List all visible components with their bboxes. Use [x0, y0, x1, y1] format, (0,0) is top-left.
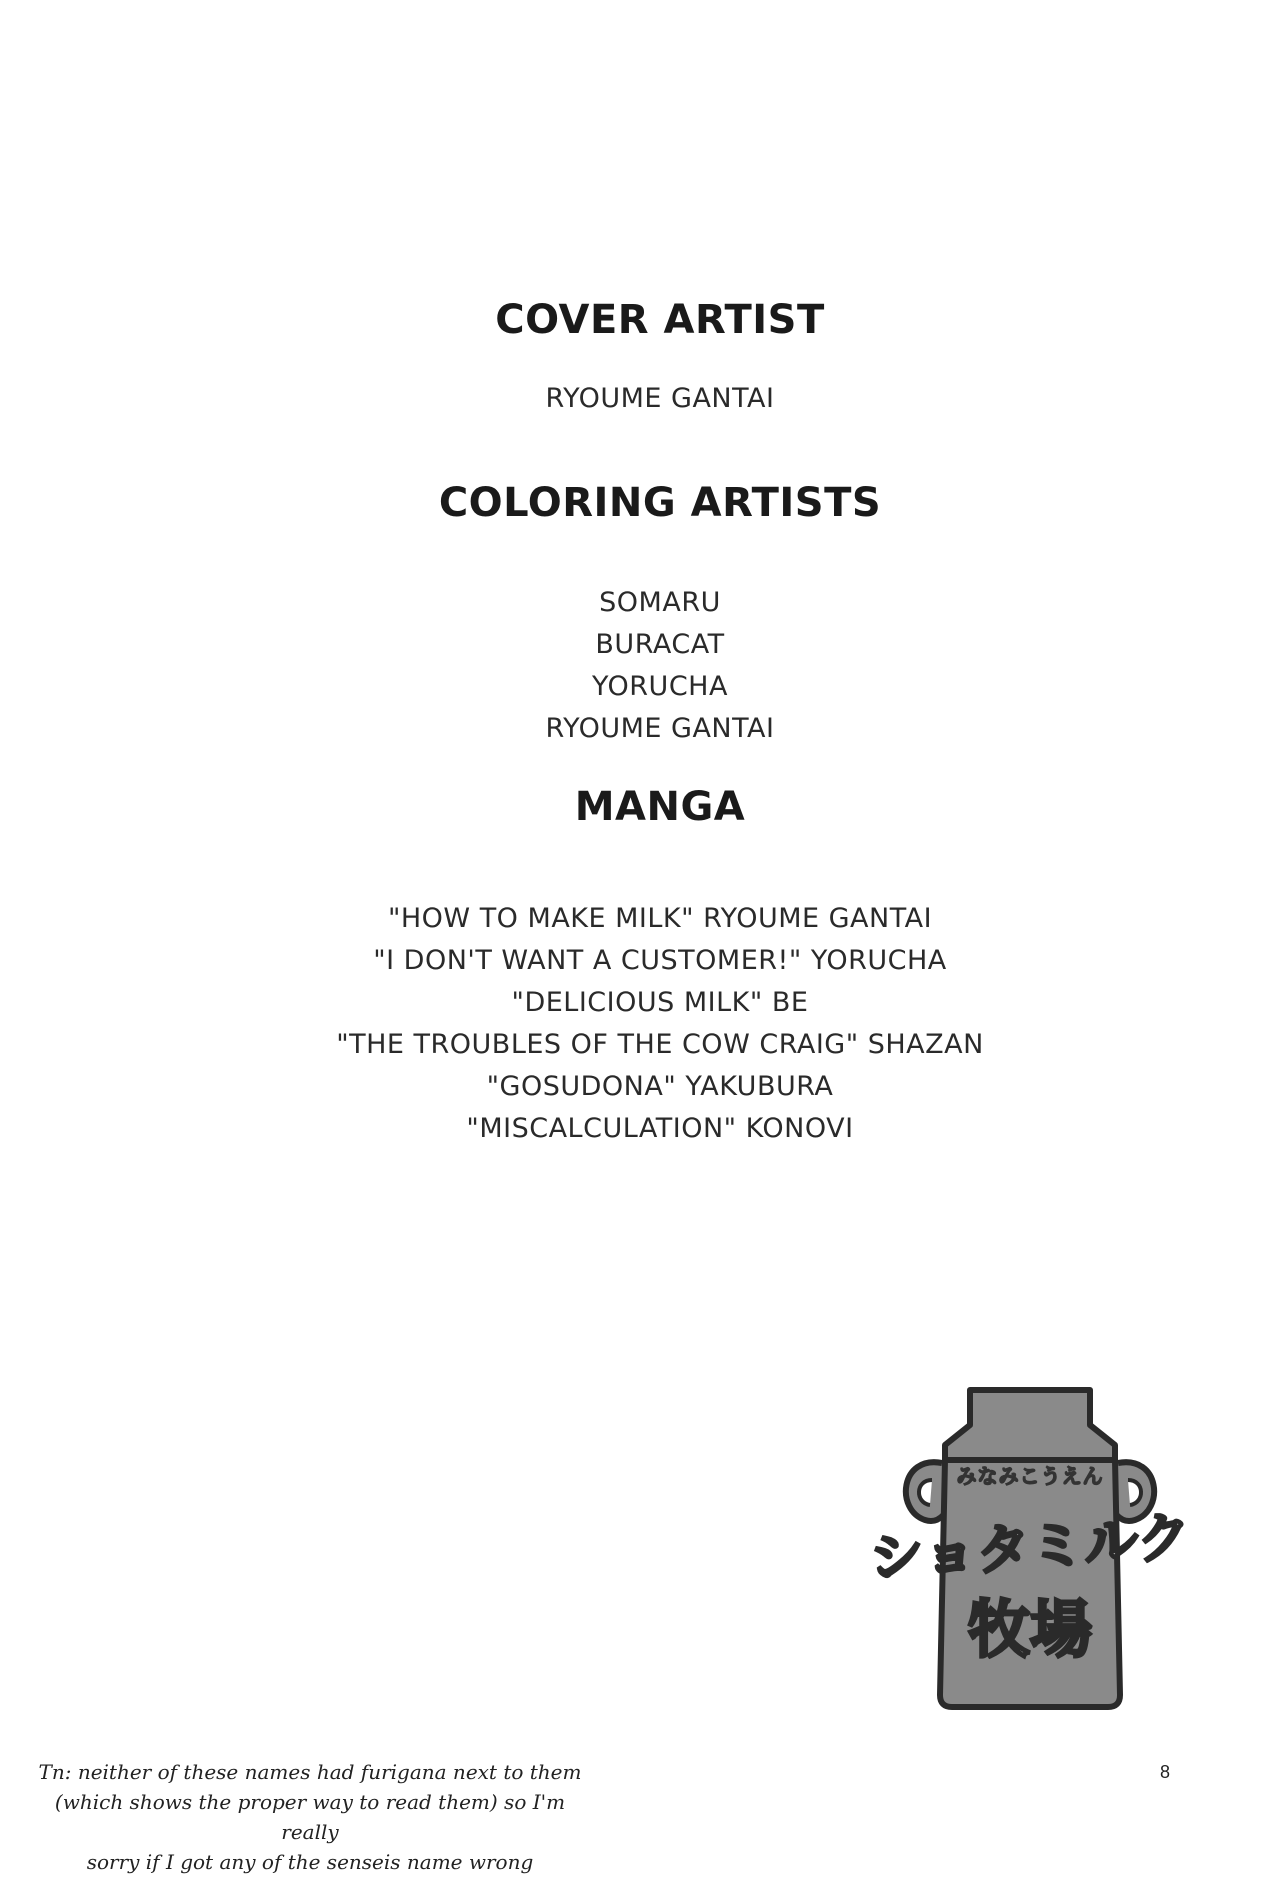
- manga-entry: "MISCALCULATION" KONOVI: [466, 1113, 854, 1144]
- logo-title: ショタミルク: [867, 1504, 1194, 1591]
- translator-note-line: (which shows the proper way to read them) so I'm really: [54, 1790, 566, 1844]
- cover-artist-name: RYOUME GANTAI: [545, 383, 775, 414]
- manga-entry: "THE TROUBLES OF THE COW CRAIG" SHAZAN: [336, 1029, 984, 1060]
- manga-entry: "I DON'T WANT A CUSTOMER!" YORUCHA: [373, 945, 947, 976]
- translator-note-line: sorry if I got any of the senseis name wrong: [86, 1850, 534, 1874]
- page-number: 8: [1160, 1762, 1171, 1782]
- coloring-artist-name: SOMARU: [599, 587, 721, 618]
- coloring-artists-heading: COLORING ARTISTS: [438, 480, 882, 526]
- logo-subtitle: 牧場: [967, 1593, 1092, 1666]
- manga-entry: "DELICIOUS MILK" BE: [511, 987, 809, 1018]
- logo-kana: みなみこうえん: [956, 1464, 1104, 1488]
- manga-heading: MANGA: [574, 784, 746, 830]
- cover-artist-heading: COVER ARTIST: [495, 297, 825, 343]
- manga-entry: "GOSUDONA" YAKUBURA: [486, 1071, 834, 1102]
- coloring-artist-name: YORUCHA: [592, 671, 728, 702]
- coloring-artist-name: BURACAT: [595, 629, 725, 660]
- milk-can-logo: [867, 1385, 1194, 1715]
- translator-note: [30, 1757, 590, 1877]
- coloring-artist-name: RYOUME GANTAI: [545, 713, 775, 744]
- manga-entry: "HOW TO MAKE MILK" RYOUME GANTAI: [387, 903, 933, 934]
- translator-note-line: Tn: neither of these names had furigana next to them: [38, 1760, 582, 1784]
